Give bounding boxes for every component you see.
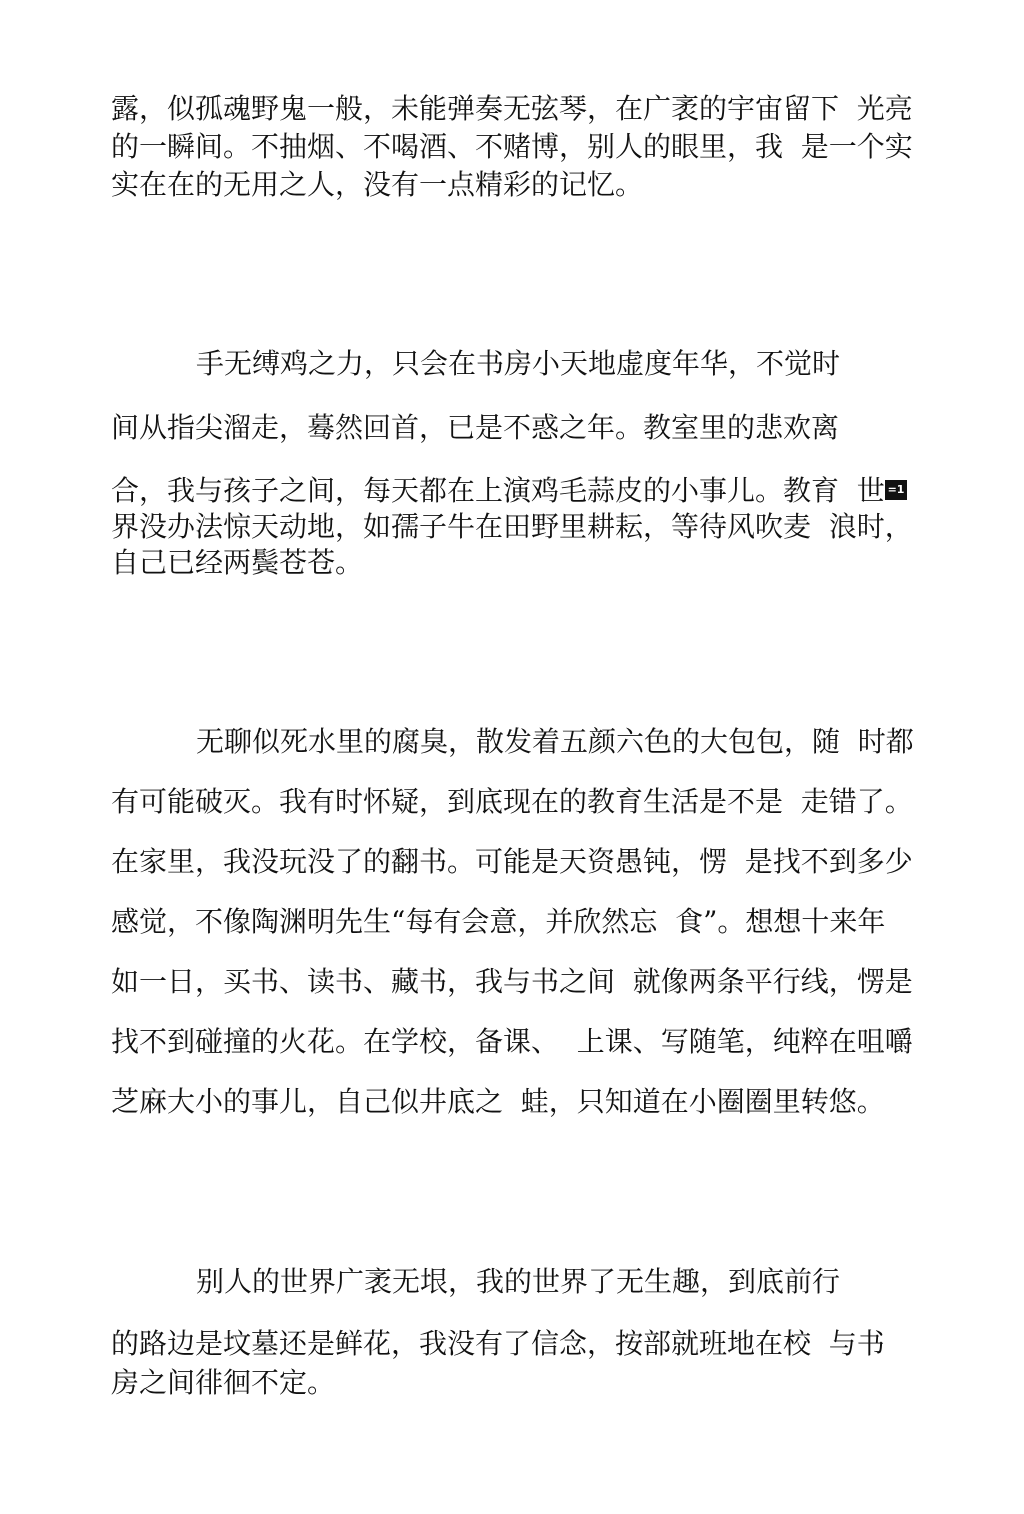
text-line: 合，我与孩子之间，每天都在上演鸡毛蒜皮的小事儿。教育 世	[111, 474, 885, 507]
text-line: 的路边是坟墓还是鲜花，我没有了信念，按部就班地在校 与书	[111, 1327, 885, 1360]
text-line: 房之间徘徊不定。	[111, 1366, 336, 1399]
text-line: 无聊似死水里的腐臭，散发着五颜六色的大包包，随 时都	[196, 725, 914, 758]
text-line: 间从指尖溜走，蓦然回首，已是不惑之年。教室里的悲欢离	[111, 411, 840, 444]
text-line: 有可能破灭。我有时怀疑，到底现在的教育生活是不是 走错了。	[111, 785, 913, 818]
text-line: 如一日，买书、读书、藏书，我与书之间 就像两条平行线，愣是	[111, 965, 913, 998]
page-marker-badge: =1	[885, 480, 907, 500]
text-line: 自己已经两鬓苍苍。	[111, 546, 364, 579]
text-line: 找不到碰撞的火花。在学校，备课、 上课、写随笔，纯粹在咀嚼	[111, 1025, 913, 1058]
text-line: 的一瞬间。不抽烟、不喝酒、不赌博，别人的眼里，我 是一个实	[111, 130, 913, 163]
text-line: 芝麻大小的事儿，自己似井底之 蛙，只知道在小圈圈里转悠。	[111, 1085, 885, 1118]
text-line: 在家里，我没玩没了的翻书。可能是天资愚钝，愣 是找不到多少	[111, 845, 913, 878]
text-line: 实在在的无用之人，没有一点精彩的记忆。	[111, 168, 644, 201]
text-line: 手无缚鸡之力，只会在书房小天地虚度年华，不觉时	[196, 347, 841, 380]
text-line: 露，似孤魂野鬼一般，未能弹奏无弦琴，在广袤的宇宙留下 光亮	[111, 92, 913, 125]
text-line: 别人的世界广袤无垠，我的世界了无生趣，到底前行	[196, 1265, 841, 1298]
text-line: 界没办法惊天动地，如孺子牛在田野里耕耘，等待风吹麦 浪时，	[111, 510, 913, 543]
text-line: 感觉，不像陶渊明先生“每有会意，并欣然忘 食”。想想十来年	[111, 905, 886, 938]
